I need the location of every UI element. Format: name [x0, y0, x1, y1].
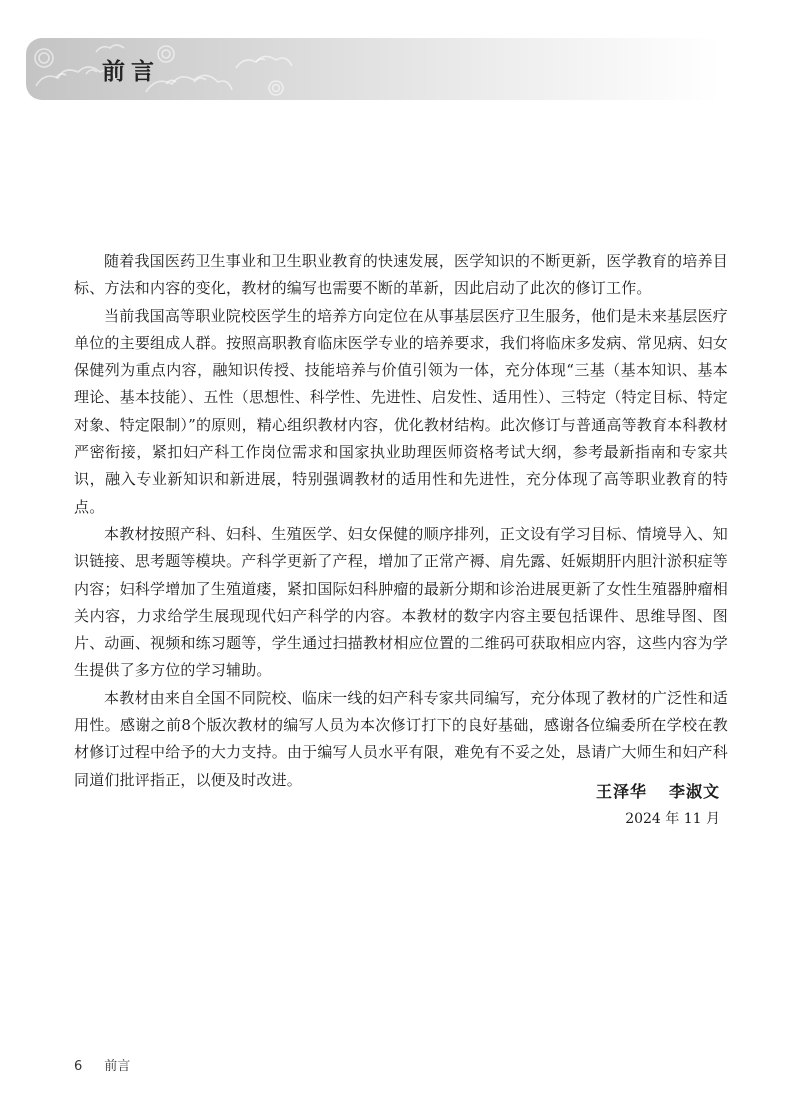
paragraph: 本教材由来自全国不同院校、临床一线的妇产科专家共同编写，充分体现了教材的广泛性和适用性。感谢之前8个版次教材的编写人员为本次修订打下的良好基础，感谢各位编委所在学校在教材修订过程中给予的大力支持。由于编写人员水平有限，难免有不妥之处，恳请广大师生和妇产科同道们批评指正，以便及时改进。 — [74, 688, 728, 789]
page-footer — [74, 1055, 130, 1074]
signature-block — [596, 779, 720, 828]
preface-body — [74, 248, 728, 794]
page-number: 6 — [74, 1059, 83, 1074]
cloud-pattern-icon — [26, 38, 326, 100]
paragraph: 本教材按照产科、妇科、生殖医学、妇女保健的顺序排列，正文设有学习目标、情境导入、知识链接、思考题等模块。产科学更新了产程，增加了正常产褥、肩先露、妊娠期肝内胆汁淤积症等内容；妇科学增加了生殖道瘘，紧扣国际妇科肿瘤的最新分期和诊治进展更新了女性生殖器肿瘤相关内容，力求给学生展现现代妇产科学的内容。本教材的数字内容主要包括课件、思维导图、图片、动画、视频和练习题等，学生通过扫描教材相应位置的二维码可获取相应内容，这些内容为学生提供了多方位的学习辅助。 — [74, 524, 728, 680]
paragraph: 随着我国医药卫生事业和卫生职业教育的快速发展，医学知识的不断更新，医学教育的培养目标、方法和内容的变化，教材的编写也需要不断的革新，因此启动了此次的修订工作。 — [74, 252, 728, 298]
author-name: 王泽华 — [595, 782, 647, 801]
author-name: 李淑文 — [668, 782, 720, 801]
chapter-header-band — [26, 38, 720, 100]
author-names — [596, 779, 720, 805]
running-footer-title: 前言 — [104, 1059, 131, 1074]
signature-date: 2024 年 11 月 — [625, 811, 720, 827]
paragraph: 当前我国高等职业院校医学生的培养方向定位在从事基层医疗卫生服务，他们是未来基层医疗单位的主要组成人群。按照高职教育临床医学专业的培养要求，我们将临床多发病、常见病、妇女保健列为重点内容，融知识传授、技能培养与价值引领为一体，充分体现“三基（基本知识、基本理论、基本技能）、五性（思想性、科学性、先进性、启发性、适用性）、三特定（特定目标、特定对象、特定限制）”的原则，精心组织教材内容，优化教材结构。此次修订与普通高等教育本科教材严密衔接，紧扣妇产科工作岗位需求和国家执业助理医师资格考试大纲，参考最新指南和专家共识，融入专业新知识和新进展，特别强调教材的适用性和先进性，充分体现了高等职业教育的特点。 — [74, 306, 728, 516]
chapter-title: 前言 — [102, 59, 160, 85]
